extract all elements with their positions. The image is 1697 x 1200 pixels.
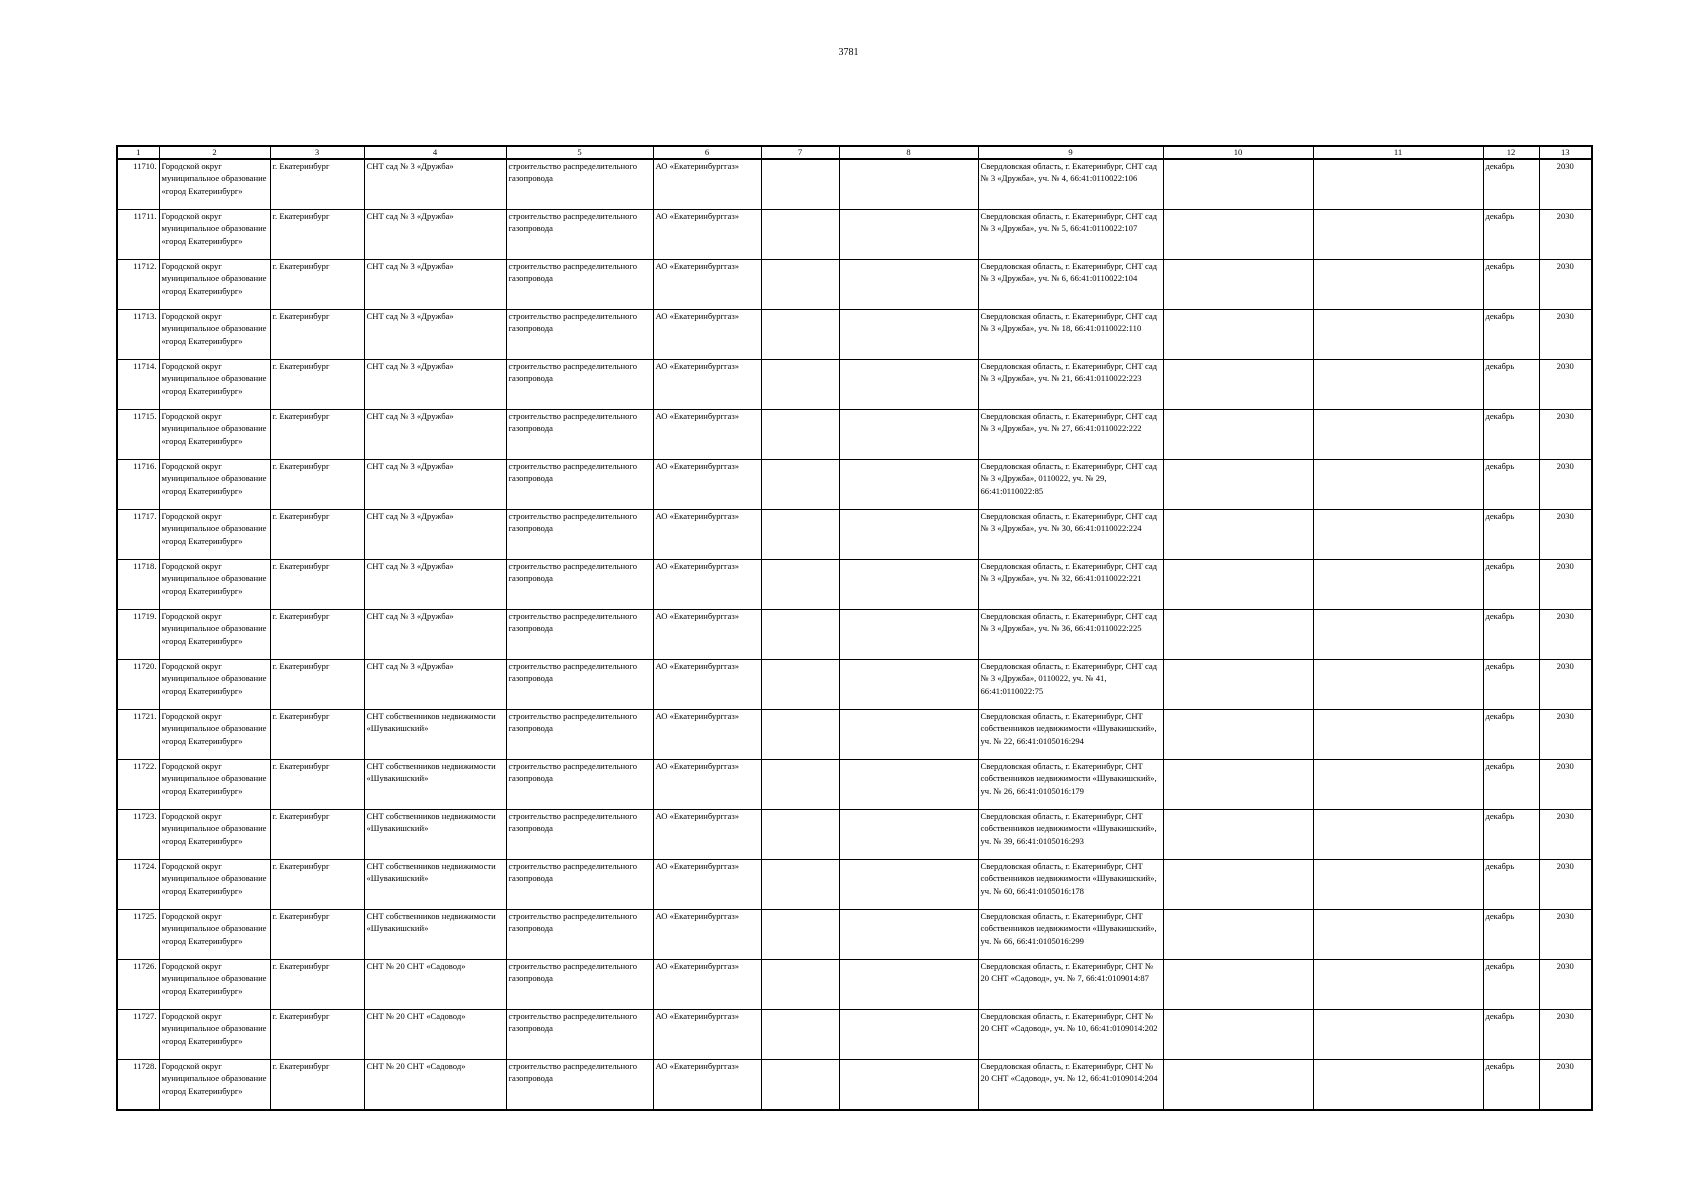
column-header: 7 xyxy=(761,146,839,159)
column-8-cell xyxy=(839,510,978,560)
activity-cell: строительство распределительного газопровода xyxy=(506,360,653,410)
organization-cell: АО «Екатеринбурггаз» xyxy=(653,910,761,960)
column-7-cell xyxy=(761,760,839,810)
object-cell: СНТ сад № 3 «Дружба» xyxy=(364,360,506,410)
column-11-cell xyxy=(1313,660,1483,710)
activity-cell: строительство распределительного газопровода xyxy=(506,610,653,660)
year-cell: 2030 xyxy=(1539,660,1592,710)
municipality-cell: Городской округ муниципальное образование «город Екатеринбург» xyxy=(159,660,270,710)
activity-cell: строительство распределительного газопровода xyxy=(506,1010,653,1060)
row-number-cell: 11719. xyxy=(117,610,159,660)
municipality-cell: Городской округ муниципальное образование «город Екатеринбург» xyxy=(159,760,270,810)
month-cell: декабрь xyxy=(1483,260,1539,310)
activity-cell: строительство распределительного газопровода xyxy=(506,860,653,910)
object-cell: СНТ сад № 3 «Дружба» xyxy=(364,460,506,510)
table-row xyxy=(117,460,1592,510)
table-row xyxy=(117,360,1592,410)
object-cell: СНТ сад № 3 «Дружба» xyxy=(364,410,506,460)
organization-cell: АО «Екатеринбурггаз» xyxy=(653,260,761,310)
object-cell: СНТ сад № 3 «Дружба» xyxy=(364,210,506,260)
column-11-cell xyxy=(1313,760,1483,810)
column-7-cell xyxy=(761,560,839,610)
column-7-cell xyxy=(761,1010,839,1060)
column-header: 11 xyxy=(1313,146,1483,159)
table-row xyxy=(117,210,1592,260)
column-11-cell xyxy=(1313,710,1483,760)
column-10-cell xyxy=(1163,810,1313,860)
column-11-cell xyxy=(1313,360,1483,410)
object-cell: СНТ № 20 СНТ «Садовод» xyxy=(364,1060,506,1111)
column-11-cell xyxy=(1313,560,1483,610)
column-7-cell xyxy=(761,610,839,660)
settlement-cell: г. Екатеринбург xyxy=(270,260,364,310)
address-cell: Свердловская область, г. Екатеринбург, СНТ собственников недвижимости «Шувакишский», уч. № 66, 66:41:0105016:299 xyxy=(978,910,1163,960)
month-cell: декабрь xyxy=(1483,810,1539,860)
column-7-cell xyxy=(761,310,839,360)
column-header: 8 xyxy=(839,146,978,159)
row-number-cell: 11728. xyxy=(117,1060,159,1111)
object-cell: СНТ собственников недвижимости «Шувакишский» xyxy=(364,810,506,860)
year-cell: 2030 xyxy=(1539,860,1592,910)
object-cell: СНТ № 20 СНТ «Садовод» xyxy=(364,1010,506,1060)
year-cell: 2030 xyxy=(1539,310,1592,360)
municipality-cell: Городской округ муниципальное образование «город Екатеринбург» xyxy=(159,960,270,1010)
table-row xyxy=(117,610,1592,660)
column-10-cell xyxy=(1163,460,1313,510)
column-10-cell xyxy=(1163,410,1313,460)
column-11-cell xyxy=(1313,810,1483,860)
column-10-cell xyxy=(1163,310,1313,360)
column-8-cell xyxy=(839,760,978,810)
column-7-cell xyxy=(761,260,839,310)
municipality-cell: Городской округ муниципальное образование «город Екатеринбург» xyxy=(159,210,270,260)
column-10-cell xyxy=(1163,1060,1313,1111)
address-cell: Свердловская область, г. Екатеринбург, СНТ сад № 3 «Дружба», уч. № 27, 66:41:0110022:222 xyxy=(978,410,1163,460)
settlement-cell: г. Екатеринбург xyxy=(270,310,364,360)
settlement-cell: г. Екатеринбург xyxy=(270,860,364,910)
month-cell: декабрь xyxy=(1483,610,1539,660)
column-7-cell xyxy=(761,910,839,960)
page-number: 3781 xyxy=(838,47,859,58)
year-cell: 2030 xyxy=(1539,260,1592,310)
organization-cell: АО «Екатеринбурггаз» xyxy=(653,460,761,510)
column-11-cell xyxy=(1313,210,1483,260)
column-8-cell xyxy=(839,210,978,260)
column-10-cell xyxy=(1163,660,1313,710)
month-cell: декабрь xyxy=(1483,710,1539,760)
month-cell: декабрь xyxy=(1483,960,1539,1010)
column-header: 12 xyxy=(1483,146,1539,159)
column-8-cell xyxy=(839,710,978,760)
row-number-cell: 11710. xyxy=(117,159,159,210)
activity-cell: строительство распределительного газопровода xyxy=(506,159,653,210)
year-cell: 2030 xyxy=(1539,410,1592,460)
activity-cell: строительство распределительного газопровода xyxy=(506,960,653,1010)
organization-cell: АО «Екатеринбурггаз» xyxy=(653,960,761,1010)
settlement-cell: г. Екатеринбург xyxy=(270,460,364,510)
column-11-cell xyxy=(1313,910,1483,960)
row-number-cell: 11723. xyxy=(117,810,159,860)
object-cell: СНТ собственников недвижимости «Шувакишский» xyxy=(364,860,506,910)
column-7-cell xyxy=(761,460,839,510)
activity-cell: строительство распределительного газопровода xyxy=(506,210,653,260)
column-10-cell xyxy=(1163,510,1313,560)
activity-cell: строительство распределительного газопровода xyxy=(506,410,653,460)
address-cell: Свердловская область, г. Екатеринбург, СНТ собственников недвижимости «Шувакишский», уч. № 26, 66:41:0105016:179 xyxy=(978,760,1163,810)
table-row xyxy=(117,510,1592,560)
column-8-cell xyxy=(839,159,978,210)
activity-cell: строительство распределительного газопровода xyxy=(506,710,653,760)
column-8-cell xyxy=(839,960,978,1010)
column-8-cell xyxy=(839,460,978,510)
organization-cell: АО «Екатеринбурггаз» xyxy=(653,710,761,760)
municipality-cell: Городской округ муниципальное образование «город Екатеринбург» xyxy=(159,1060,270,1111)
column-7-cell xyxy=(761,510,839,560)
table-row xyxy=(117,910,1592,960)
organization-cell: АО «Екатеринбурггаз» xyxy=(653,159,761,210)
address-cell: Свердловская область, г. Екатеринбург, СНТ сад № 3 «Дружба», уч. № 6, 66:41:0110022:104 xyxy=(978,260,1163,310)
column-7-cell xyxy=(761,159,839,210)
column-10-cell xyxy=(1163,760,1313,810)
settlement-cell: г. Екатеринбург xyxy=(270,610,364,660)
settlement-cell: г. Екатеринбург xyxy=(270,210,364,260)
row-number-cell: 11716. xyxy=(117,460,159,510)
table-row xyxy=(117,1060,1592,1111)
organization-cell: АО «Екатеринбурггаз» xyxy=(653,310,761,360)
settlement-cell: г. Екатеринбург xyxy=(270,810,364,860)
column-7-cell xyxy=(761,410,839,460)
year-cell: 2030 xyxy=(1539,1010,1592,1060)
settlement-cell: г. Екатеринбург xyxy=(270,159,364,210)
object-cell: СНТ сад № 3 «Дружба» xyxy=(364,510,506,560)
organization-cell: АО «Екатеринбурггаз» xyxy=(653,660,761,710)
table-row xyxy=(117,260,1592,310)
address-cell: Свердловская область, г. Екатеринбург, СНТ № 20 СНТ «Садовод», уч. № 12, 66:41:0109014:204 xyxy=(978,1060,1163,1111)
address-cell: Свердловская область, г. Екатеринбург, СНТ № 20 СНТ «Садовод», уч. № 7, 66:41:0109014:87 xyxy=(978,960,1163,1010)
column-8-cell xyxy=(839,410,978,460)
row-number-cell: 11715. xyxy=(117,410,159,460)
column-10-cell xyxy=(1163,159,1313,210)
column-11-cell xyxy=(1313,460,1483,510)
month-cell: декабрь xyxy=(1483,560,1539,610)
column-7-cell xyxy=(761,710,839,760)
settlement-cell: г. Екатеринбург xyxy=(270,360,364,410)
organization-cell: АО «Екатеринбурггаз» xyxy=(653,410,761,460)
municipality-cell: Городской округ муниципальное образование «город Екатеринбург» xyxy=(159,610,270,660)
municipality-cell: Городской округ муниципальное образование «город Екатеринбург» xyxy=(159,510,270,560)
column-header: 3 xyxy=(270,146,364,159)
column-10-cell xyxy=(1163,210,1313,260)
year-cell: 2030 xyxy=(1539,159,1592,210)
organization-cell: АО «Екатеринбурггаз» xyxy=(653,860,761,910)
column-10-cell xyxy=(1163,560,1313,610)
column-header: 13 xyxy=(1539,146,1592,159)
object-cell: СНТ сад № 3 «Дружба» xyxy=(364,260,506,310)
year-cell: 2030 xyxy=(1539,210,1592,260)
address-cell: Свердловская область, г. Екатеринбург, СНТ сад № 3 «Дружба», уч. № 30, 66:41:0110022:224 xyxy=(978,510,1163,560)
month-cell: декабрь xyxy=(1483,1060,1539,1111)
month-cell: декабрь xyxy=(1483,159,1539,210)
address-cell: Свердловская область, г. Екатеринбург, СНТ сад № 3 «Дружба», уч. № 32, 66:41:0110022:221 xyxy=(978,560,1163,610)
year-cell: 2030 xyxy=(1539,760,1592,810)
object-cell: СНТ собственников недвижимости «Шувакишский» xyxy=(364,760,506,810)
column-11-cell xyxy=(1313,1060,1483,1111)
address-cell: Свердловская область, г. Екатеринбург, СНТ № 20 СНТ «Садовод», уч. № 10, 66:41:0109014:202 xyxy=(978,1010,1163,1060)
row-number-cell: 11714. xyxy=(117,360,159,410)
column-7-cell xyxy=(761,210,839,260)
row-number-cell: 11718. xyxy=(117,560,159,610)
table-row xyxy=(117,560,1592,610)
column-header: 2 xyxy=(159,146,270,159)
table-row xyxy=(117,710,1592,760)
organization-cell: АО «Екатеринбурггаз» xyxy=(653,760,761,810)
object-cell: СНТ собственников недвижимости «Шувакишский» xyxy=(364,910,506,960)
object-cell: СНТ сад № 3 «Дружба» xyxy=(364,310,506,360)
column-header: 5 xyxy=(506,146,653,159)
column-8-cell xyxy=(839,610,978,660)
settlement-cell: г. Екатеринбург xyxy=(270,560,364,610)
municipality-cell: Городской округ муниципальное образование «город Екатеринбург» xyxy=(159,410,270,460)
municipality-cell: Городской округ муниципальное образование «город Екатеринбург» xyxy=(159,1010,270,1060)
organization-cell: АО «Екатеринбурггаз» xyxy=(653,510,761,560)
organization-cell: АО «Екатеринбурггаз» xyxy=(653,810,761,860)
column-header: 1 xyxy=(117,146,159,159)
column-header: 6 xyxy=(653,146,761,159)
activity-cell: строительство распределительного газопровода xyxy=(506,760,653,810)
address-cell: Свердловская область, г. Екатеринбург, СНТ сад № 3 «Дружба», 0110022, уч. № 29, 66:41:0110022:85 xyxy=(978,460,1163,510)
address-cell: Свердловская область, г. Екатеринбург, СНТ собственников недвижимости «Шувакишский», уч. № 60, 66:41:0105016:178 xyxy=(978,860,1163,910)
column-header: 9 xyxy=(978,146,1163,159)
year-cell: 2030 xyxy=(1539,360,1592,410)
organization-cell: АО «Екатеринбурггаз» xyxy=(653,1060,761,1111)
municipality-cell: Городской округ муниципальное образование «город Екатеринбург» xyxy=(159,460,270,510)
row-number-cell: 11722. xyxy=(117,760,159,810)
column-7-cell xyxy=(761,860,839,910)
column-8-cell xyxy=(839,560,978,610)
municipality-cell: Городской округ муниципальное образование «город Екатеринбург» xyxy=(159,159,270,210)
year-cell: 2030 xyxy=(1539,960,1592,1010)
settlement-cell: г. Екатеринбург xyxy=(270,960,364,1010)
column-11-cell xyxy=(1313,610,1483,660)
column-10-cell xyxy=(1163,360,1313,410)
municipality-cell: Городской округ муниципальное образование «город Екатеринбург» xyxy=(159,560,270,610)
column-8-cell xyxy=(839,910,978,960)
month-cell: декабрь xyxy=(1483,910,1539,960)
column-8-cell xyxy=(839,660,978,710)
column-8-cell xyxy=(839,310,978,360)
column-8-cell xyxy=(839,260,978,310)
month-cell: декабрь xyxy=(1483,1010,1539,1060)
municipality-cell: Городской округ муниципальное образование «город Екатеринбург» xyxy=(159,910,270,960)
month-cell: декабрь xyxy=(1483,860,1539,910)
table-row xyxy=(117,660,1592,710)
year-cell: 2030 xyxy=(1539,460,1592,510)
address-cell: Свердловская область, г. Екатеринбург, СНТ собственников недвижимости «Шувакишский», уч. № 22, 66:41:0105016:294 xyxy=(978,710,1163,760)
organization-cell: АО «Екатеринбурггаз» xyxy=(653,610,761,660)
organization-cell: АО «Екатеринбурггаз» xyxy=(653,360,761,410)
address-cell: Свердловская область, г. Екатеринбург, СНТ сад № 3 «Дружба», 0110022, уч. № 41, 66:41:0110022:75 xyxy=(978,660,1163,710)
month-cell: декабрь xyxy=(1483,360,1539,410)
address-cell: Свердловская область, г. Екатеринбург, СНТ сад № 3 «Дружба», уч. № 18, 66:41:0110022:110 xyxy=(978,310,1163,360)
municipality-cell: Городской округ муниципальное образование «город Екатеринбург» xyxy=(159,710,270,760)
month-cell: декабрь xyxy=(1483,460,1539,510)
table-body xyxy=(117,159,1592,1110)
table-row xyxy=(117,960,1592,1010)
column-10-cell xyxy=(1163,960,1313,1010)
column-7-cell xyxy=(761,1060,839,1111)
row-number-cell: 11717. xyxy=(117,510,159,560)
row-number-cell: 11720. xyxy=(117,660,159,710)
activity-cell: строительство распределительного газопровода xyxy=(506,1060,653,1111)
settlement-cell: г. Екатеринбург xyxy=(270,660,364,710)
organization-cell: АО «Екатеринбурггаз» xyxy=(653,210,761,260)
column-7-cell xyxy=(761,960,839,1010)
table-row xyxy=(117,810,1592,860)
object-cell: СНТ сад № 3 «Дружба» xyxy=(364,610,506,660)
column-10-cell xyxy=(1163,860,1313,910)
row-number-cell: 11713. xyxy=(117,310,159,360)
activity-cell: строительство распределительного газопровода xyxy=(506,310,653,360)
object-cell: СНТ сад № 3 «Дружба» xyxy=(364,660,506,710)
settlement-cell: г. Екатеринбург xyxy=(270,910,364,960)
activity-cell: строительство распределительного газопровода xyxy=(506,260,653,310)
municipality-cell: Городской округ муниципальное образование «город Екатеринбург» xyxy=(159,860,270,910)
settlement-cell: г. Екатеринбург xyxy=(270,760,364,810)
column-8-cell xyxy=(839,1060,978,1111)
activity-cell: строительство распределительного газопровода xyxy=(506,810,653,860)
column-11-cell xyxy=(1313,960,1483,1010)
column-8-cell xyxy=(839,810,978,860)
month-cell: декабрь xyxy=(1483,310,1539,360)
activity-cell: строительство распределительного газопровода xyxy=(506,910,653,960)
column-10-cell xyxy=(1163,610,1313,660)
address-cell: Свердловская область, г. Екатеринбург, СНТ сад № 3 «Дружба», уч. № 21, 66:41:0110022:223 xyxy=(978,360,1163,410)
row-number-cell: 11721. xyxy=(117,710,159,760)
month-cell: декабрь xyxy=(1483,410,1539,460)
column-10-cell xyxy=(1163,260,1313,310)
settlement-cell: г. Екатеринбург xyxy=(270,510,364,560)
row-number-cell: 11725. xyxy=(117,910,159,960)
address-cell: Свердловская область, г. Екатеринбург, СНТ собственников недвижимости «Шувакишский», уч. № 39, 66:41:0105016:293 xyxy=(978,810,1163,860)
activity-cell: строительство распределительного газопровода xyxy=(506,560,653,610)
object-cell: СНТ № 20 СНТ «Садовод» xyxy=(364,960,506,1010)
column-11-cell xyxy=(1313,510,1483,560)
column-number-row xyxy=(117,146,1592,159)
object-cell: СНТ сад № 3 «Дружба» xyxy=(364,159,506,210)
table-row xyxy=(117,410,1592,460)
year-cell: 2030 xyxy=(1539,510,1592,560)
settlement-cell: г. Екатеринбург xyxy=(270,410,364,460)
register-table xyxy=(116,145,1593,1111)
month-cell: декабрь xyxy=(1483,510,1539,560)
column-7-cell xyxy=(761,660,839,710)
column-11-cell xyxy=(1313,310,1483,360)
column-11-cell xyxy=(1313,159,1483,210)
row-number-cell: 11712. xyxy=(117,260,159,310)
row-number-cell: 11724. xyxy=(117,860,159,910)
year-cell: 2030 xyxy=(1539,810,1592,860)
municipality-cell: Городской округ муниципальное образование «город Екатеринбург» xyxy=(159,810,270,860)
month-cell: декабрь xyxy=(1483,210,1539,260)
column-11-cell xyxy=(1313,860,1483,910)
column-10-cell xyxy=(1163,910,1313,960)
object-cell: СНТ сад № 3 «Дружба» xyxy=(364,560,506,610)
settlement-cell: г. Екатеринбург xyxy=(270,1060,364,1111)
year-cell: 2030 xyxy=(1539,910,1592,960)
address-cell: Свердловская область, г. Екатеринбург, СНТ сад № 3 «Дружба», уч. № 4, 66:41:0110022:106 xyxy=(978,159,1163,210)
year-cell: 2030 xyxy=(1539,1060,1592,1111)
year-cell: 2030 xyxy=(1539,560,1592,610)
object-cell: СНТ собственников недвижимости «Шувакишский» xyxy=(364,710,506,760)
column-8-cell xyxy=(839,360,978,410)
column-11-cell xyxy=(1313,260,1483,310)
activity-cell: строительство распределительного газопровода xyxy=(506,510,653,560)
municipality-cell: Городской округ муниципальное образование «город Екатеринбург» xyxy=(159,260,270,310)
column-header: 4 xyxy=(364,146,506,159)
address-cell: Свердловская область, г. Екатеринбург, СНТ сад № 3 «Дружба», уч. № 36, 66:41:0110022:225 xyxy=(978,610,1163,660)
row-number-cell: 11711. xyxy=(117,210,159,260)
column-8-cell xyxy=(839,1010,978,1060)
organization-cell: АО «Екатеринбурггаз» xyxy=(653,1010,761,1060)
settlement-cell: г. Екатеринбург xyxy=(270,1010,364,1060)
municipality-cell: Городской округ муниципальное образование «город Екатеринбург» xyxy=(159,360,270,410)
column-8-cell xyxy=(839,860,978,910)
activity-cell: строительство распределительного газопровода xyxy=(506,660,653,710)
organization-cell: АО «Екатеринбурггаз» xyxy=(653,560,761,610)
month-cell: декабрь xyxy=(1483,660,1539,710)
year-cell: 2030 xyxy=(1539,610,1592,660)
table-row xyxy=(117,760,1592,810)
month-cell: декабрь xyxy=(1483,760,1539,810)
year-cell: 2030 xyxy=(1539,710,1592,760)
column-10-cell xyxy=(1163,710,1313,760)
row-number-cell: 11727. xyxy=(117,1010,159,1060)
row-number-cell: 11726. xyxy=(117,960,159,1010)
column-10-cell xyxy=(1163,1010,1313,1060)
table-row xyxy=(117,1010,1592,1060)
table-row xyxy=(117,310,1592,360)
table-row xyxy=(117,159,1592,210)
address-cell: Свердловская область, г. Екатеринбург, СНТ сад № 3 «Дружба», уч. № 5, 66:41:0110022:107 xyxy=(978,210,1163,260)
column-7-cell xyxy=(761,810,839,860)
column-7-cell xyxy=(761,360,839,410)
activity-cell: строительство распределительного газопровода xyxy=(506,460,653,510)
table-row xyxy=(117,860,1592,910)
municipality-cell: Городской округ муниципальное образование «город Екатеринбург» xyxy=(159,310,270,360)
settlement-cell: г. Екатеринбург xyxy=(270,710,364,760)
column-header: 10 xyxy=(1163,146,1313,159)
column-11-cell xyxy=(1313,1010,1483,1060)
column-11-cell xyxy=(1313,410,1483,460)
